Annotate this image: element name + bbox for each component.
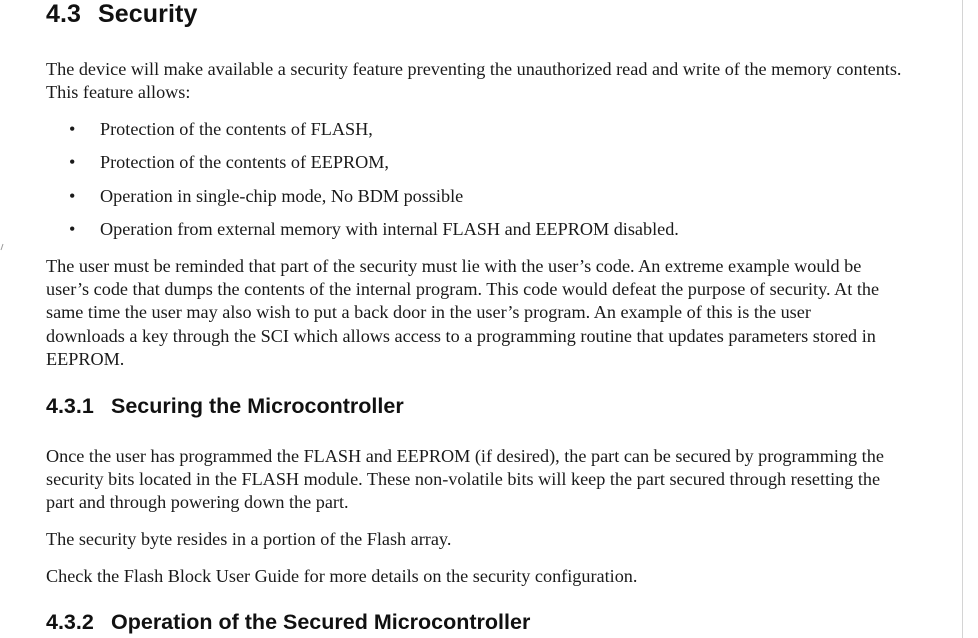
section-heading	[46, 0, 197, 29]
bullet-icon: •	[69, 218, 76, 239]
subsection-number: 4.3.2	[46, 610, 94, 634]
margin-mark-icon	[0, 238, 4, 246]
vertical-scrollbar[interactable]	[962, 0, 978, 638]
subsection-title: Operation of the Secured Microcontroller	[111, 610, 531, 634]
bullet-icon: •	[69, 119, 76, 139]
subsection-number: 4.3.1	[46, 394, 94, 418]
section-title: Security	[98, 0, 198, 28]
security-paragraph: The user must be reminded that part of the security must lie with the user’s code. An extreme example would be user’s code that dumps the contents of the internal program. This code would defeat the purpose of security. At the same time the user may also wish to put a back door in the user’s program. An example of this is the user downloads a key through the SCI which allows access to a programming routine that updates parameters stored in EEPROM.	[46, 256, 880, 369]
subsection-heading	[46, 610, 530, 635]
subsection-heading	[46, 394, 404, 419]
subsection-title: Securing the Microcontroller	[111, 394, 404, 418]
flash-guide-paragraph: Check the Flash Block User Guide for more details on the security configuration.	[46, 566, 638, 586]
list-item-text: Protection of the contents of EEPROM,	[100, 152, 389, 173]
list-item-text: Protection of the contents of FLASH,	[100, 119, 373, 139]
section-number: 4.3	[46, 0, 82, 28]
list-item-text: Operation in single-chip mode, No BDM possible	[100, 185, 464, 206]
bullet-icon: •	[69, 185, 76, 206]
bullet-icon: •	[69, 152, 76, 173]
section-intro-paragraph: The device will make available a security feature preventing the unauthorized read and write of the memory contents. This feature allows:	[46, 59, 902, 103]
list-item-text: Operation from external memory with internal FLASH and EEPROM disabled.	[100, 218, 679, 239]
securing-paragraph: Once the user has programmed the FLASH and EEPROM (if desired), the part can be secured by programming the security bits located in the FLASH module. These non-volatile bits will keep the part secured through resetting the part and through powering down the part.	[46, 446, 884, 513]
security-byte-paragraph: The security byte resides in a portion of the Flash array.	[46, 529, 452, 549]
